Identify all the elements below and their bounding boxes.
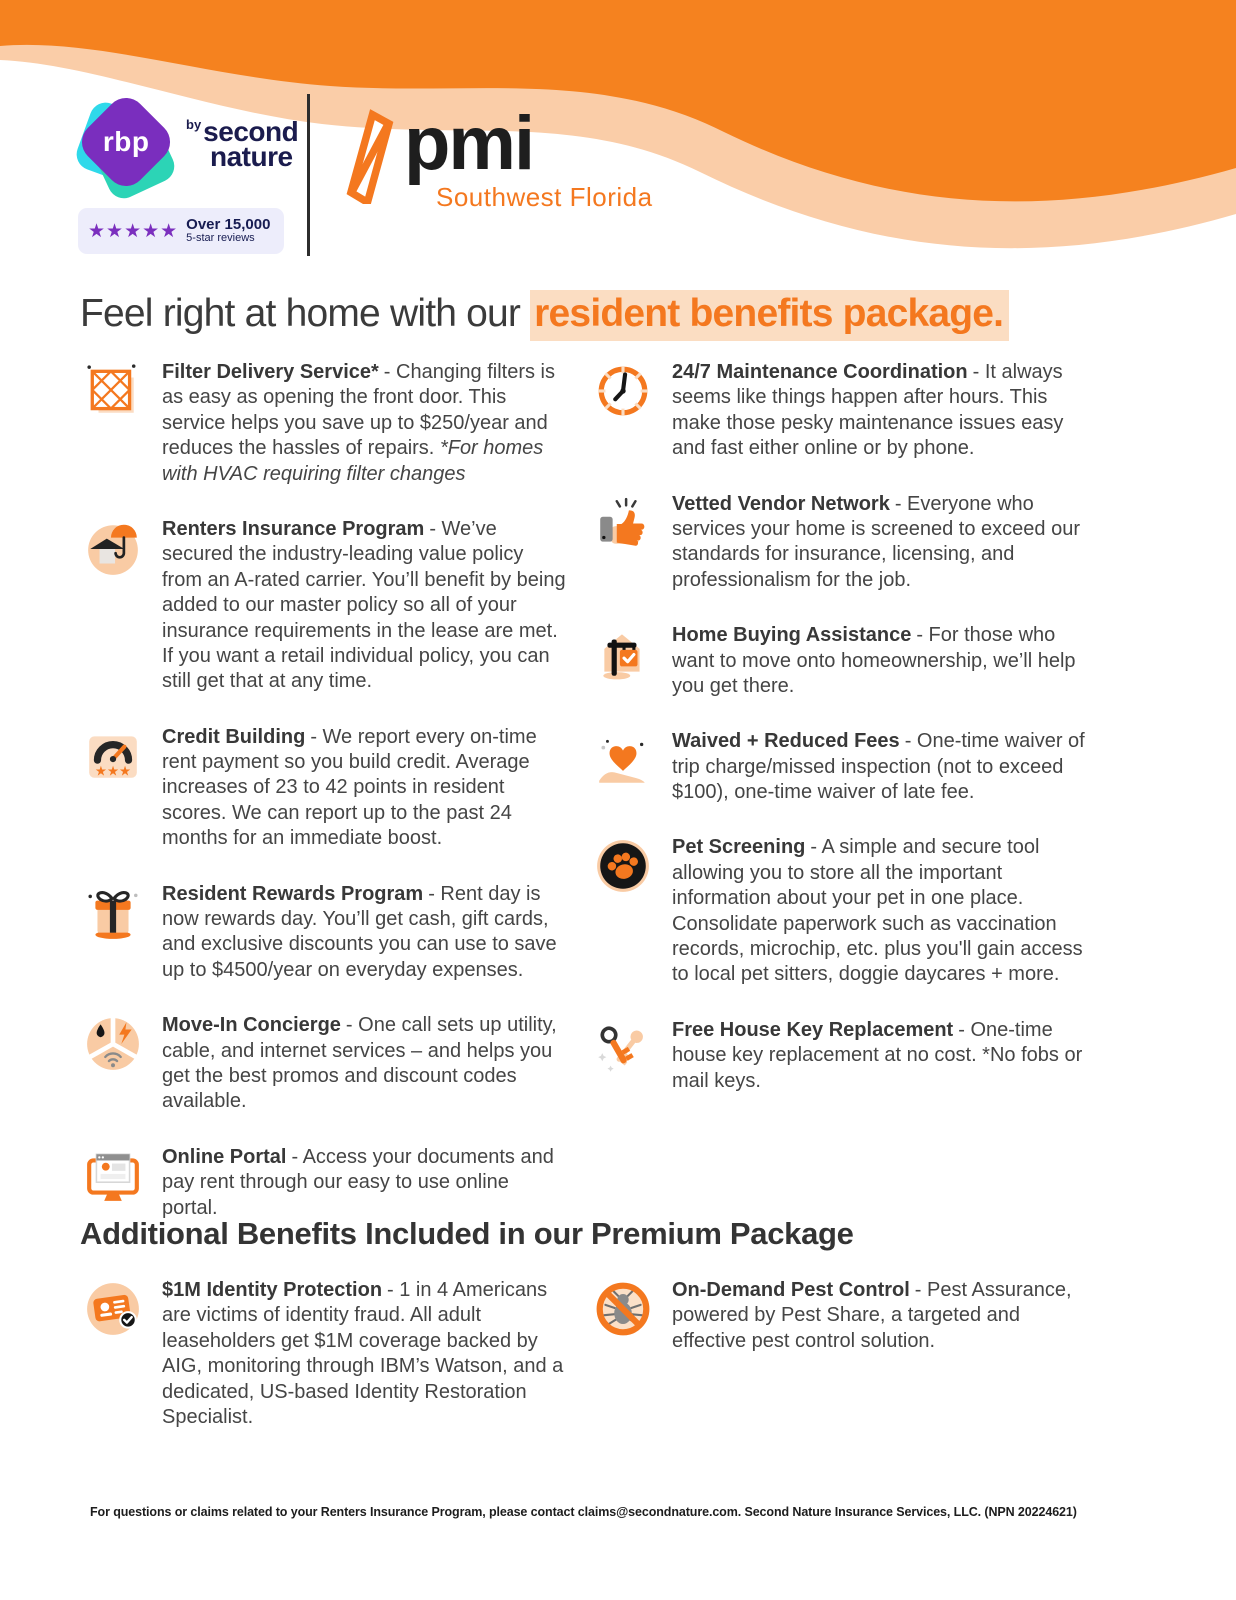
benefit-text: Renters Insurance Program - We’ve secured the industry-leading value policy from an A-rated carrier. You’ll benefit by being added to our master policy so all of your insurance requirements in the lease are met. If you want a retail individual policy, you can still get that at any time. [162,517,566,693]
benefit-credit-building [84,725,572,852]
footer-disclaimer: For questions or claims related to your Renters Insurance Program, please contact claims@secondnature.com. Second Nature Insurance Services, LLC. (NPN 20224621) [90,1505,1077,1519]
credit-building-icon [84,727,146,787]
svg-text:★★★: ★★★ [94,764,132,780]
maintenance-clock-icon [594,362,656,422]
logo-divider [307,94,310,256]
benefit-key-replacement [594,1018,1090,1094]
benefit-renters-insurance [84,517,572,695]
pmi-logo [336,101,653,213]
benefit-text: $1M Identity Protection - 1 in 4 Americans are victims of identity fraud. All adult leaseholders get $1M coverage backed by AIG, monitoring through IBM’s Watson, and a dedicated, US-based Identity Restoration Specialist. [162,1279,564,1428]
pmi-name: pmi [404,101,534,186]
premium-column-left [84,1278,572,1460]
benefit-text: Free House Key Replacement - One-time house key replacement at no cost. *No fobs or mail keys. [672,1018,1083,1092]
by-label: by [186,117,202,132]
second-nature-wordmark [186,118,298,171]
benefit-text: 24/7 Maintenance Coordination - It always seems like things happen after hours. This make those pesky maintenance issues easy and fast either online or by phone. [672,361,1064,460]
benefit-pest-control [594,1278,1090,1354]
online-portal-icon [84,1147,146,1207]
premium-column-right [594,1278,1090,1384]
page-title [80,292,1009,336]
benefit-move-in-concierge [84,1013,572,1115]
benefit-filter-delivery [84,360,572,487]
benefit-text: Online Portal - Access your documents and pay rent through our easy to use online portal. [162,1145,554,1219]
benefits-column-left [84,360,572,1251]
pmi-logo-icon [336,108,394,204]
benefit-text: Move-In Concierge - One call sets up utility, cable, and internet services – and helps you get the best promos and discount codes available. [162,1014,557,1113]
filter-icon [84,362,146,422]
reviews-text [186,217,270,244]
vetted-vendor-icon [594,494,656,554]
reviews-count: Over 15,000 [186,216,271,234]
rbp-logo-text: rbp [102,125,150,157]
benefit-identity-protection [84,1278,572,1430]
benefit-vetted-vendor [594,492,1090,594]
key-replacement-icon [594,1020,656,1080]
move-in-concierge-icon [84,1015,146,1075]
benefit-home-buying [594,623,1090,699]
benefit-resident-rewards [84,882,572,984]
pmi-region: Southwest Florida [436,182,653,213]
nature-label: nature [210,141,293,172]
benefits-column-right [594,360,1090,1124]
second-label: second [203,116,299,147]
benefit-text: On-Demand Pest Control - Pest Assurance, powered by Pest Share, a targeted and effective pest control solution. [672,1279,1072,1352]
reviews-caption: 5-star reviews [186,232,255,245]
title-highlight: resident benefits package. [530,290,1009,341]
pet-screening-icon [594,837,656,897]
premium-section-heading: Additional Benefits Included in our Premium Package [80,1216,854,1251]
benefit-text: Filter Delivery Service* - Changing filters is as easy as opening the front door. This service helps you save up to $250/year and reduces the hassles of repairs. *For homes with HVAC requiring filter changes [162,361,555,485]
identity-protection-icon [84,1280,146,1340]
benefit-pet-screening [594,835,1090,987]
benefit-text: Waived + Reduced Fees - One-time waiver of trip charge/missed inspection (not to exceed $100), one-time waiver of late fee. [672,730,1085,804]
five-stars-icon: ★★★★★ [88,220,179,242]
benefit-text: Home Buying Assistance - For those who want to move onto homeownership, we’ll help you get there. [672,624,1076,697]
benefit-text: Pet Screening - A simple and secure tool allowing you to store all the important information about your pet in one place. Consolidate paperwork such as vaccination records, microchip, etc. plus you'll gain access to local pet sitters, doggie daycares + more. [672,836,1083,986]
rbp-badge-icon [84,100,176,192]
pest-control-icon [594,1280,656,1340]
benefit-text: Resident Rewards Program - Rent day is now rewards day. You’ll get cash, gift cards, and exclusive discounts you can use to save up to $4500/year on everyday expenses. [162,882,557,981]
title-prefix: Feel right at home with our [80,292,531,335]
renters-insurance-icon [84,519,146,579]
home-buying-icon [594,625,656,685]
waived-fees-icon [594,731,656,791]
benefit-text: Credit Building - We report every on-time rent payment so you build credit. Average increases of 23 to 42 points in resident scores. We can report up to the past 24 months for an immediate boost. [162,725,537,850]
reviews-badge [78,208,284,254]
resident-rewards-icon [84,884,146,944]
benefit-waived-fees [594,729,1090,805]
benefit-online-portal [84,1145,572,1221]
pmi-wordmark [404,101,653,213]
benefit-text: Vetted Vendor Network - Everyone who services your home is screened to exceed our standards for insurance, licensing, and professionalism for the job. [672,492,1080,591]
benefit-maintenance-coordination [594,360,1090,462]
